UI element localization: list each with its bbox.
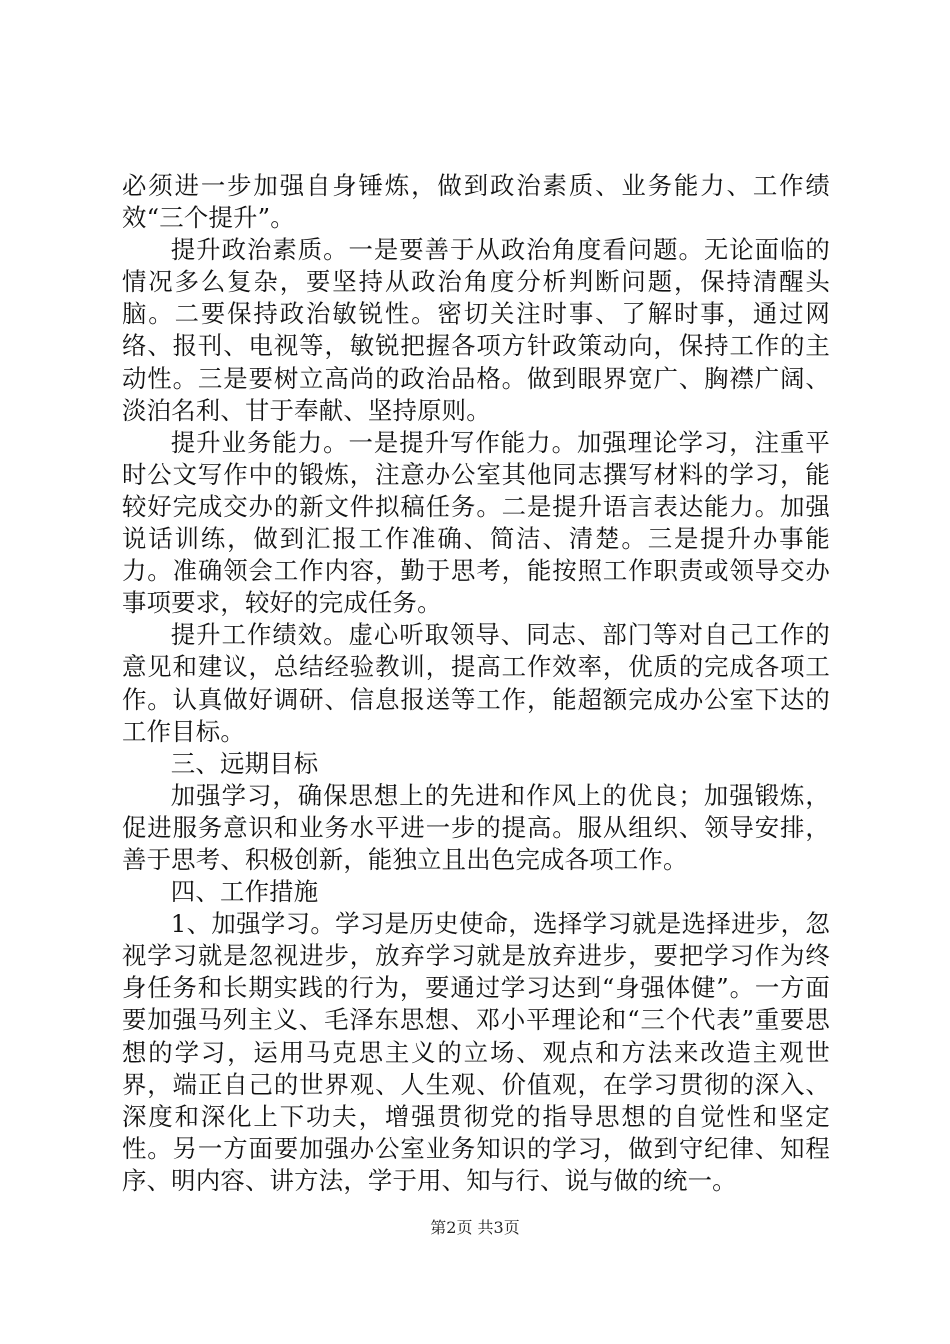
- paragraph-long-term-goals: 加强学习，确保思想上的先进和作风上的优良；加强锻炼，促进服务意识和业务水平进一步的提高。服从组织、领导安排，善于思考、积极创新，能独立且出色完成各项工作。: [122, 780, 830, 874]
- heading-work-measures: 四、工作措施: [170, 877, 319, 907]
- paragraph-political-quality: 提升政治素质。一是要善于从政治角度看问题。无论面临的情况多么复杂，要坚持从政治角度分析判断问题，保持清醒头脑。二要保持政治敏锐性。密切关注时事、了解时事，通过网络、报刊、电视等，敏锐把握各项方针政策动向，保持工作的主动性。三是要树立高尚的政治品格。做到眼界宽广、胸襟广阔、淡泊名利、甘于奉献、坚持原则。: [122, 235, 830, 425]
- document-body: [122, 170, 830, 1197]
- paragraph-business-ability: 提升业务能力。一是提升写作能力。加强理论学习，注重平时公文写作中的锻炼，注意办公室其他同志撰写材料的学习，能较好完成交办的新文件拟稿任务。二是提升语言表达能力。加强说话训练，做到汇报工作准确、简洁、清楚。三是提升办事能力。准确领会工作内容，勤于思考，能按照工作职责或领导交办事项要求，较好的完成任务。: [122, 427, 830, 618]
- paragraph-strengthen-study: 1、加强学习。学习是历史使命，选择学习就是选择进步，忽视学习就是忽视进步，放弃学习就是放弃进步，要把学习作为终身任务和长期实践的行为，要通过学习达到“身强体健”。一方面要加强马列主义、毛泽东思想、邓小平理论和“三个代表”重要思想的学习，运用马克思主义的立场、观点和方法来改造主观世界，端正自己的世界观、人生观、价值观，在学习贯彻的深入、深度和深化上下功夫，增强贯彻党的指导思想的自觉性和坚定性。另一方面要加强办公室业务知识的学习，做到守纪律、知程序、明内容、讲方法，学于用、知与行、说与做的统一。: [122, 909, 830, 1195]
- page-footer: 第2页 共3页: [430, 1218, 520, 1237]
- heading-long-term-goals: 三、远期目标: [170, 748, 319, 778]
- paragraph-work-performance: 提升工作绩效。虚心听取领导、同志、部门等对自己工作的意见和建议，总结经验教训，提高工作效率，优质的完成各项工作。认真做好调研、信息报送等工作，能超额完成办公室下达的工作目标。: [122, 620, 830, 746]
- paragraph-intro: 必须进一步加强自身锤炼，做到政治素质、业务能力、工作绩效“三个提升”。: [122, 171, 830, 233]
